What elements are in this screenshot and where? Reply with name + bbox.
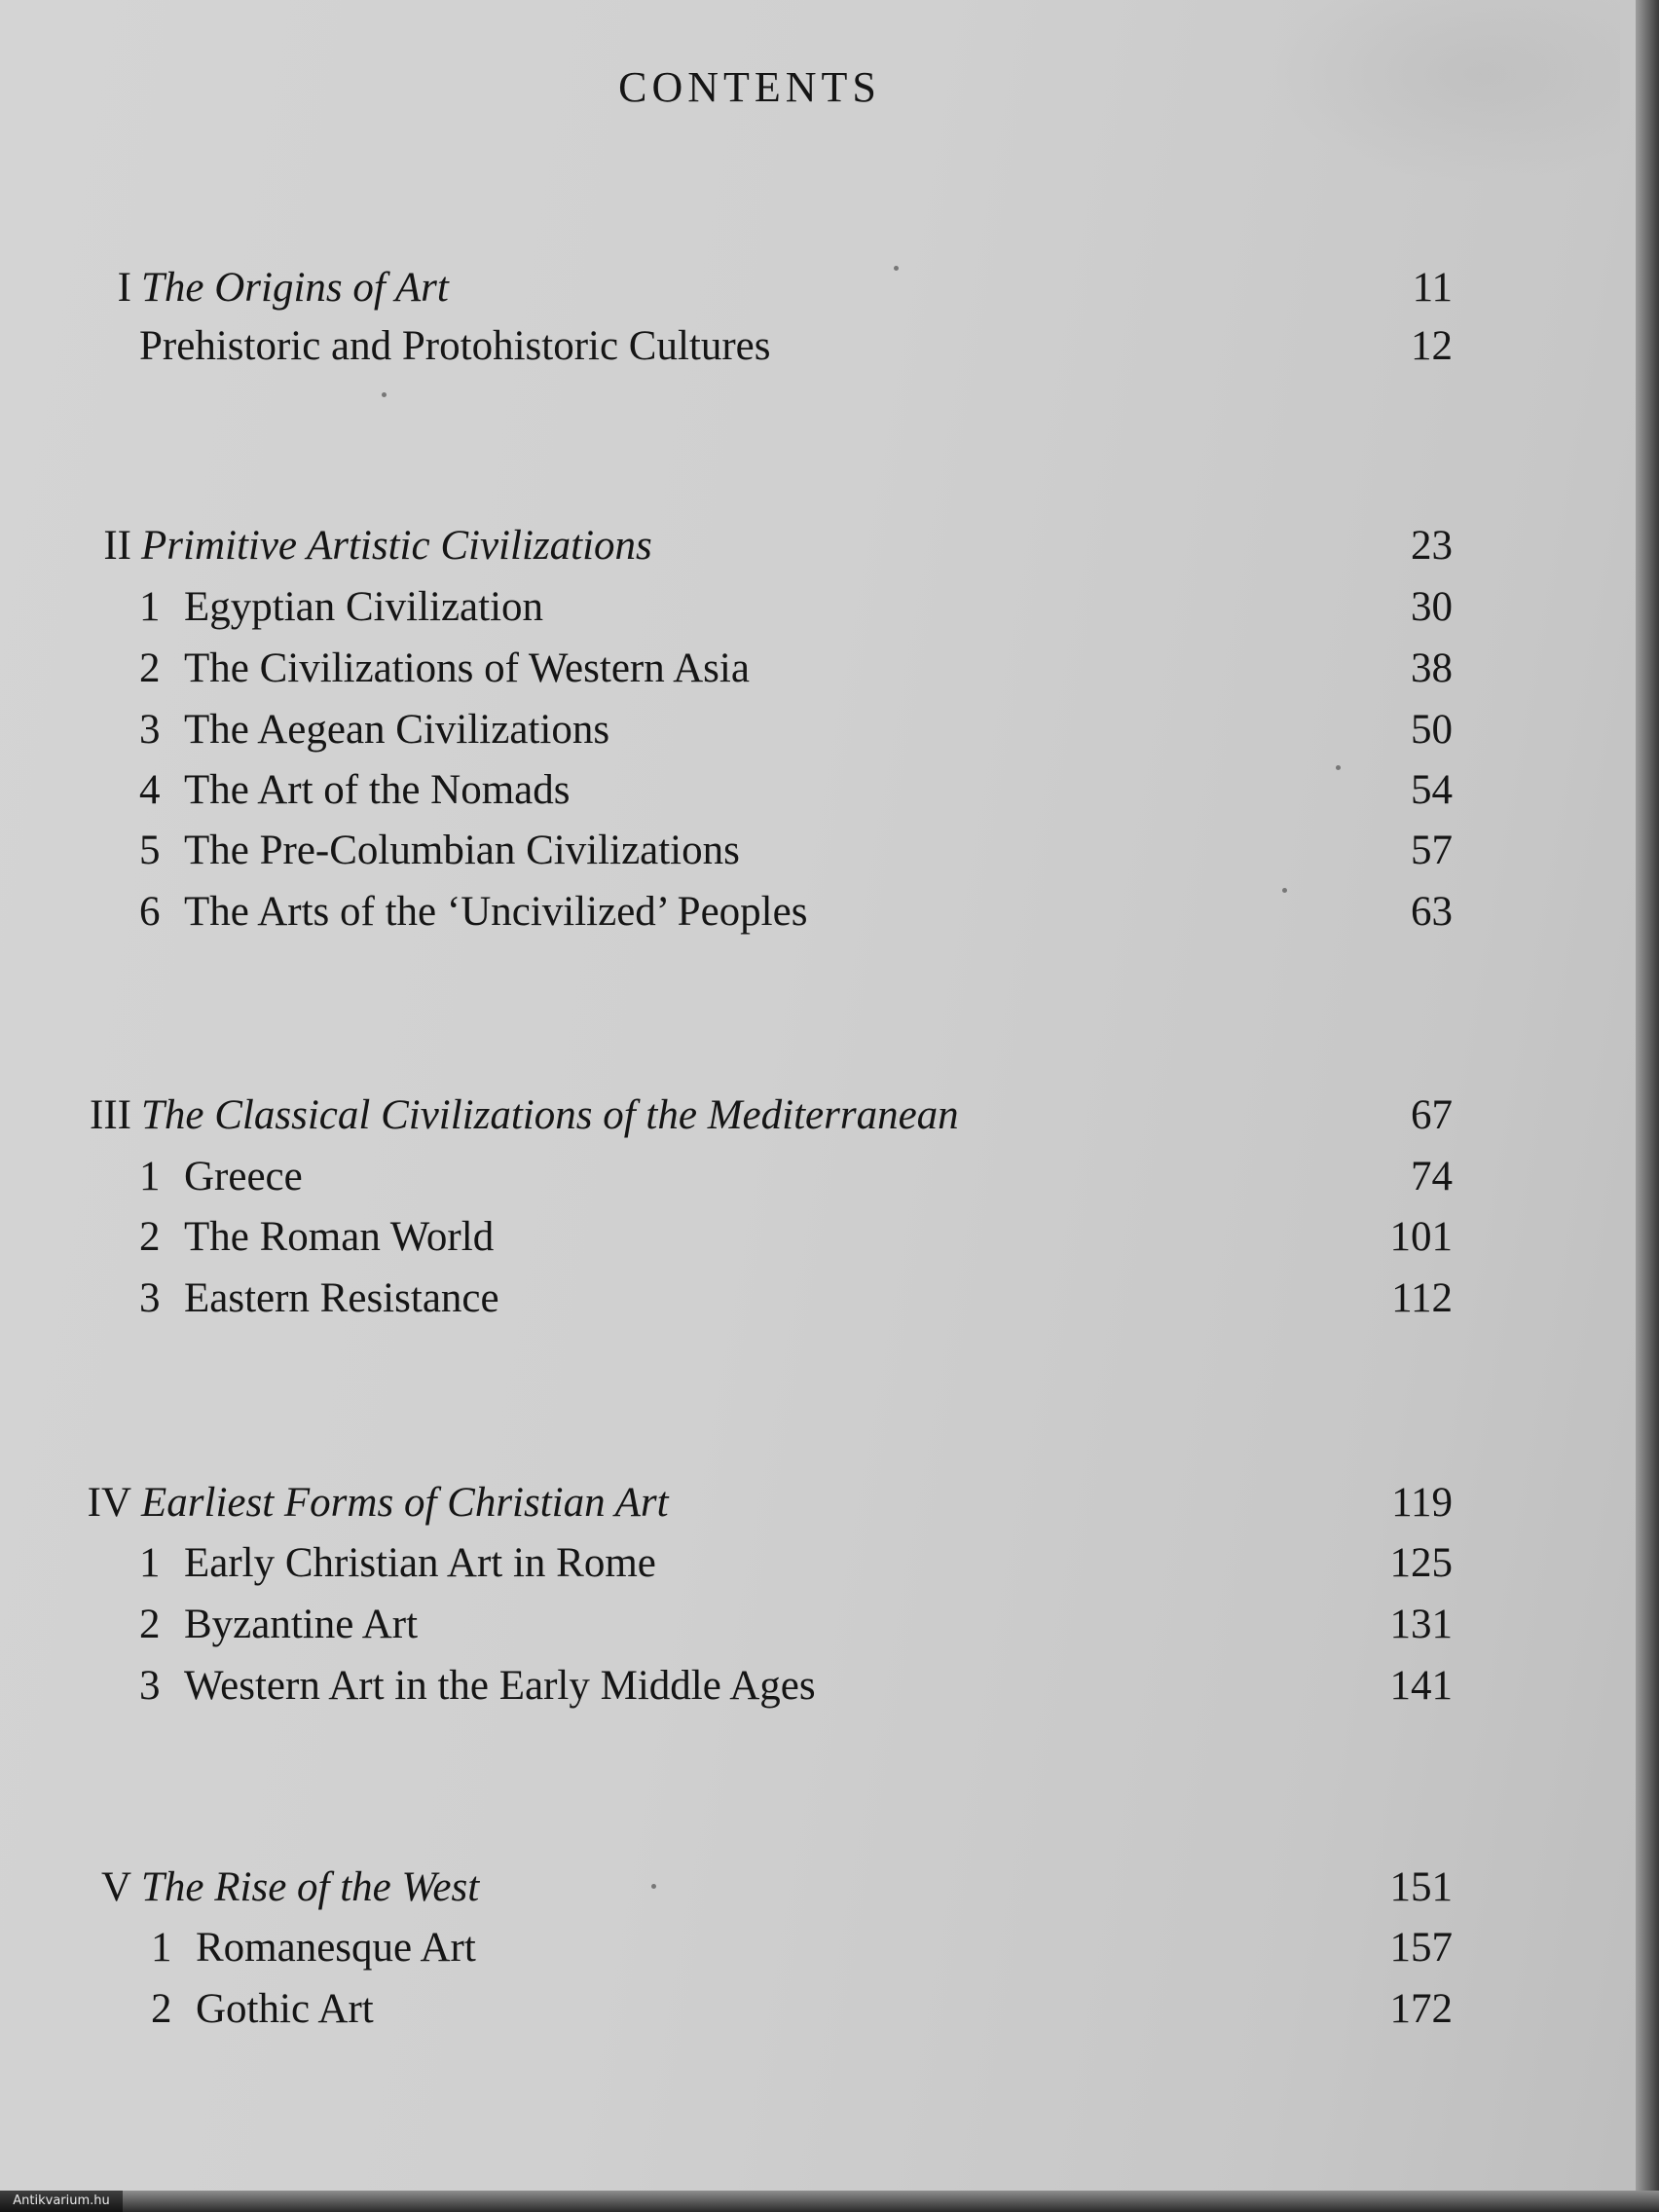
toc-entry (0, 1598, 1558, 1652)
entry-number: 1 (139, 1540, 161, 1586)
part-numeral: I (117, 265, 131, 311)
watermark-logo: Antikvarium.hu (0, 2191, 123, 2212)
part-title: The Rise of the West (141, 1864, 480, 1910)
toc-entry (0, 1150, 1558, 1204)
entry-number: 2 (139, 1214, 161, 1260)
toc-entry (0, 763, 1558, 818)
entry-title: Byzantine Art (184, 1602, 419, 1647)
page-number: 38 (1411, 645, 1453, 691)
paper-speck (382, 392, 387, 397)
entry-number: 2 (139, 645, 161, 691)
part-title: The Origins of Art (141, 265, 449, 311)
page-number: 151 (1389, 1864, 1453, 1910)
page-number: 23 (1411, 523, 1453, 569)
page-number: 54 (1411, 767, 1453, 813)
entry-number: 3 (139, 1275, 161, 1321)
toc-entry (0, 703, 1558, 757)
part-heading-2 (0, 519, 1558, 573)
toc-entry (0, 1921, 1558, 1975)
entry-title: The Arts of the ‘Uncivilized’ Peoples (184, 889, 808, 935)
part-heading-3 (0, 1088, 1558, 1143)
toc-entry (0, 1536, 1558, 1591)
entry-title: Romanesque Art (196, 1925, 476, 1971)
toc-entry (0, 642, 1558, 696)
page-number: 74 (1411, 1154, 1453, 1199)
page-number: 119 (1391, 1480, 1453, 1526)
entry-title: Gothic Art (196, 1986, 374, 2032)
page-number: 101 (1389, 1214, 1453, 1260)
entry-number: 3 (139, 707, 161, 753)
part-title: Primitive Artistic Civilizations (141, 523, 652, 569)
entry-title: The Aegean Civilizations (184, 707, 610, 753)
part-heading-5 (0, 1861, 1558, 1915)
page-number: 172 (1389, 1986, 1453, 2032)
entry-number: 1 (139, 584, 161, 630)
page-number: 131 (1389, 1602, 1453, 1647)
entry-title: The Civilizations of Western Asia (184, 645, 750, 691)
page-number: 141 (1389, 1663, 1453, 1709)
page-number: 30 (1411, 584, 1453, 630)
page-number: 57 (1411, 828, 1453, 873)
entry-title: Early Christian Art in Rome (184, 1540, 656, 1586)
page-number: 63 (1411, 889, 1453, 935)
toc-entry (0, 1982, 1558, 2037)
page-number: 12 (1411, 323, 1453, 369)
toc-entry (0, 1272, 1558, 1326)
page-number: 50 (1411, 707, 1453, 753)
toc-entry (0, 1210, 1558, 1265)
page-number: 67 (1411, 1092, 1453, 1138)
page-number: 157 (1389, 1925, 1453, 1971)
page-title: CONTENTS (618, 63, 881, 111)
toc-entry (0, 319, 1558, 374)
entry-number: 1 (151, 1925, 172, 1971)
entry-title: Egyptian Civilization (184, 584, 544, 630)
part-numeral: V (100, 1864, 131, 1910)
part-title: The Classical Civilizations of the Mediterranean (141, 1092, 959, 1138)
entry-title: The Art of the Nomads (184, 767, 571, 813)
part-numeral: IV (87, 1480, 131, 1526)
toc-entry (0, 885, 1558, 940)
page-number: 125 (1389, 1540, 1453, 1586)
entry-title: Western Art in the Early Middle Ages (184, 1663, 816, 1709)
entry-title: Eastern Resistance (184, 1275, 499, 1321)
entry-number: 3 (139, 1663, 161, 1709)
part-numeral: III (90, 1092, 131, 1138)
page-number: 112 (1391, 1275, 1453, 1321)
part-heading-4 (0, 1476, 1558, 1530)
toc-entry (0, 580, 1558, 635)
part-title: Earliest Forms of Christian Art (141, 1480, 669, 1526)
entry-title: Prehistoric and Protohistoric Cultures (139, 323, 771, 369)
page-bottom-shadow (0, 2191, 1659, 2212)
toc-entry (0, 1659, 1558, 1714)
toc-entry (0, 824, 1558, 878)
entry-title: The Roman World (184, 1214, 495, 1260)
entry-number: 1 (139, 1154, 161, 1199)
entry-number: 4 (139, 767, 161, 813)
page-number: 11 (1412, 265, 1453, 311)
part-heading-1 (0, 261, 1558, 315)
entry-number: 6 (139, 889, 161, 935)
entry-title: Greece (184, 1154, 303, 1199)
entry-number: 5 (139, 828, 161, 873)
part-numeral: II (103, 523, 131, 569)
page-edge-shadow (1636, 0, 1659, 2212)
entry-number: 2 (151, 1986, 172, 2032)
entry-title: The Pre-Columbian Civilizations (184, 828, 740, 873)
entry-number: 2 (139, 1602, 161, 1647)
